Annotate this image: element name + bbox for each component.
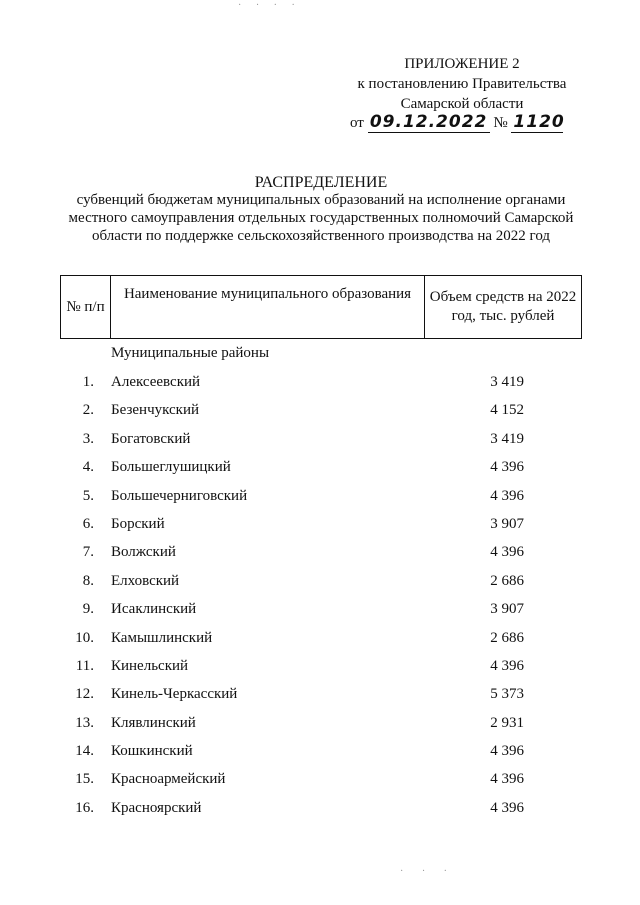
appendix-title: ПРИЛОЖЕНИЕ 2 (404, 56, 520, 72)
row-municipality: Кинельский (111, 657, 189, 674)
scan-artifact-bottom: · · · (400, 866, 455, 877)
row-municipality: Кошкинский (111, 743, 193, 760)
table-row (60, 709, 582, 737)
table-row (60, 425, 582, 453)
header-number: № п/п (61, 276, 111, 338)
row-number: 13. (75, 714, 94, 731)
row-amount: 2 686 (490, 572, 524, 589)
row-municipality: Клявлинский (111, 714, 196, 731)
resolution-date: 09.12.2022 (368, 112, 490, 133)
row-amount: 3 419 (490, 374, 524, 390)
row-municipality: Богатовский (111, 430, 191, 447)
table-row (60, 652, 582, 680)
row-municipality: Безенчукский (111, 402, 200, 419)
table-row (60, 510, 582, 538)
table-row (60, 737, 582, 765)
table-row (60, 595, 582, 623)
row-municipality: Исаклинский (111, 601, 197, 618)
table-row (60, 482, 582, 510)
row-municipality: Алексеевский (111, 374, 201, 390)
row-number: 10. (75, 629, 94, 646)
row-municipality: Большеглушицкий (111, 459, 231, 476)
row-amount: 4 396 (490, 799, 524, 816)
number-prefix: № (493, 115, 508, 131)
table-row (60, 567, 582, 595)
row-number: 8. (82, 572, 94, 589)
row-amount: 3 907 (490, 601, 524, 618)
resolution-date-line (350, 112, 563, 133)
table-row (60, 538, 582, 566)
table-row (60, 794, 582, 822)
table-row (60, 368, 582, 396)
appendix-region: Самарской области (400, 96, 524, 112)
table-row (60, 453, 582, 481)
row-number: 9. (82, 601, 94, 618)
row-number: 2. (82, 402, 94, 419)
row-amount: 4 396 (490, 459, 524, 476)
row-amount: 4 396 (490, 544, 524, 561)
row-amount: 4 396 (490, 487, 524, 504)
row-amount: 5 373 (490, 686, 524, 703)
document-subtitle: субвенций бюджетам муниципальных образований на исполнение органами местного самоуправления отдельных государственных полномочий Самарской области по поддержке сельскохозяйственного производства на 2022 год (68, 192, 574, 244)
row-amount: 4 396 (490, 743, 524, 760)
date-prefix: от (350, 115, 364, 131)
row-municipality: Елховский (111, 572, 180, 589)
row-amount: 2 931 (490, 714, 524, 731)
row-number: 14. (75, 743, 94, 760)
row-municipality: Камышлинский (111, 629, 213, 646)
row-number: 6. (82, 515, 94, 532)
row-amount: 4 396 (490, 657, 524, 674)
row-amount: 4 152 (490, 402, 524, 419)
appendix-header (342, 54, 582, 114)
table-row (60, 765, 582, 793)
row-number: 5. (82, 487, 94, 504)
section-label: Муниципальные районы (111, 345, 270, 361)
row-amount: 2 686 (490, 629, 524, 646)
table-row (60, 624, 582, 652)
header-amount: Объем средств на 2022 год, тыс. рублей (429, 289, 577, 324)
appendix-reference: к постановлению Правительства (357, 76, 567, 92)
table-body (60, 368, 582, 822)
row-number: 15. (75, 771, 94, 788)
row-number: 11. (75, 657, 94, 674)
table-row (60, 680, 582, 708)
document-title: РАСПРЕДЕЛЕНИЕ (254, 174, 388, 191)
row-municipality: Красноармейский (111, 771, 226, 788)
row-number: 4. (82, 459, 94, 476)
row-number: 16. (75, 799, 94, 816)
row-amount: 3 907 (490, 515, 524, 532)
row-amount: 3 419 (490, 430, 524, 447)
scan-artifact-top: · · · · (238, 0, 301, 11)
row-municipality: Кинель-Черкасский (111, 686, 238, 703)
resolution-number: 1120 (513, 112, 565, 132)
table-header (60, 275, 582, 339)
row-municipality: Волжский (111, 544, 176, 561)
row-number: 7. (82, 544, 94, 561)
row-number: 3. (82, 430, 94, 447)
table-row (60, 396, 582, 424)
row-municipality: Борский (111, 515, 165, 532)
row-amount: 4 396 (490, 771, 524, 788)
row-number: 12. (75, 686, 94, 703)
row-municipality: Красноярский (111, 799, 202, 816)
row-number: 1. (82, 374, 94, 390)
header-municipality: Наименование муниципального образования (111, 276, 425, 338)
row-municipality: Большечерниговский (111, 487, 248, 504)
